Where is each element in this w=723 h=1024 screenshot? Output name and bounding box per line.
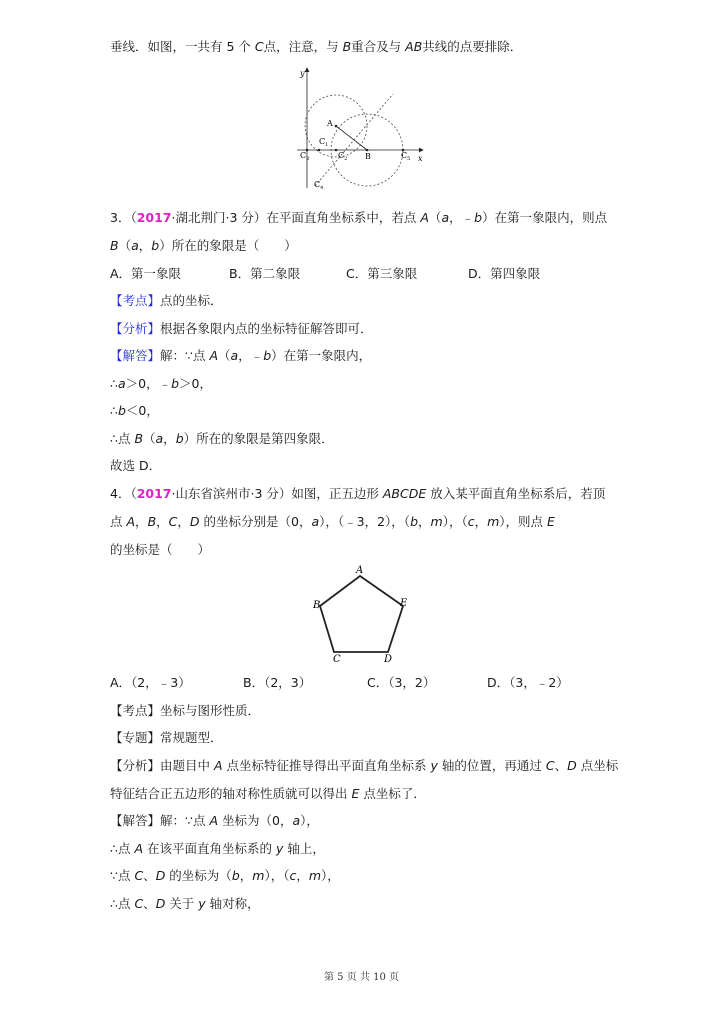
q4-zhuanti: 【专题】常规题型．: [110, 730, 223, 745]
page-footer: 第 5 页 共 10 页: [324, 972, 399, 983]
q4-stem-line2: 点 A，B，C，D 的坐标分别是（0，a），（﹣3，2），（b，m），（c，m），则点 E: [110, 514, 555, 529]
intro-line: 垂线．如图，一共有 5 个 C点，注意，与 B重合及与 AB共线的点要排除．: [110, 39, 523, 54]
q3-fenxi: 【分析】根据各象限内点的坐标特征解答即可．: [110, 321, 373, 336]
fig1-C3-label: $C_3$: [300, 151, 310, 162]
q4-jieda-line1: 【解答】解：∵点 A 坐标为（0，a），: [110, 813, 319, 828]
fig1-x-label: x: [418, 154, 423, 163]
q3-kaodian: 【考点】点的坐标．: [110, 293, 223, 308]
q3-jieda-line1: 【解答】解：∵点 A（a，﹣b）在第一象限内，: [110, 348, 372, 363]
q4-option-a: A．（2，﹣3）: [110, 675, 191, 690]
figure-pentagon: [308, 564, 418, 666]
q3-option-a: A．第一象限: [110, 266, 182, 281]
fig2-B-label: B: [313, 600, 321, 611]
q3-option-d: D．第四象限: [468, 266, 541, 281]
q4-jieda-line2: ∴点 A 在该平面直角坐标系的 y 轴上，: [110, 841, 325, 856]
q3-option-b: B．第二象限: [229, 266, 301, 281]
fig1-y-label: y: [300, 69, 305, 78]
q3-jieda-line2: ∴a＞0，﹣b＞0，: [110, 376, 212, 391]
q3-jieda-line4: ∴点 B（a，b）所在的象限是第四象限．: [110, 431, 334, 446]
fig1-B-label: B: [365, 152, 371, 161]
q4-option-b: B．（2，3）: [243, 675, 312, 690]
fig2-E-label: E: [400, 598, 408, 609]
fig1-C1-label: $C_1$: [319, 137, 329, 148]
q4-stem-line1: 4．（2017·山东省滨州市·3 分）如图，正五边形 ABCDE 放入某平面直角坐标系后，若顶: [110, 486, 606, 501]
q3-jieda-line3: ∴b＜0，: [110, 403, 159, 418]
q4-stem-line3: 的坐标是（ ）: [110, 542, 211, 557]
fig1-C4-label: $C_4$: [314, 180, 324, 191]
q4-fenxi-line2: 特征结合正五边形的轴对称性质就可以得出 E 点坐标了．: [110, 786, 426, 801]
q3-option-c: C．第三象限: [346, 266, 418, 281]
fig2-D-label: D: [384, 654, 393, 665]
q4-jieda-line4: ∴点 C、D 关于 y 轴对称，: [110, 896, 260, 911]
fig1-A-label: A: [327, 119, 333, 128]
q4-fenxi-line1: 【分析】由题目中 A 点坐标特征推导得出平面直角坐标系 y 轴的位置，再通过 C、D 点坐标: [110, 758, 619, 773]
q4-option-d: D．（3，﹣2）: [487, 675, 569, 690]
q4-kaodian: 【考点】坐标与图形性质．: [110, 703, 261, 718]
q3-answer: 故选 D．: [110, 458, 162, 473]
fig2-A-label: A: [356, 565, 364, 576]
q3-stem-line2: B（a，b）所在的象限是（ ）: [110, 238, 297, 253]
fig1-C5-label: $C_5$: [401, 151, 411, 162]
fig1-C2-label: $C_2$: [338, 151, 348, 162]
q3-stem-line1: 3．（2017·湖北荆门·3 分）在平面直角坐标系中，若点 A（a，﹣b）在第一象限内，则点: [110, 210, 608, 225]
figure-circles-diagram: [295, 64, 430, 194]
q4-option-c: C．（3，2）: [367, 675, 436, 690]
q4-jieda-line3: ∵点 C、D 的坐标为（b，m），（c，m），: [110, 868, 340, 883]
fig2-C-label: C: [333, 654, 341, 665]
